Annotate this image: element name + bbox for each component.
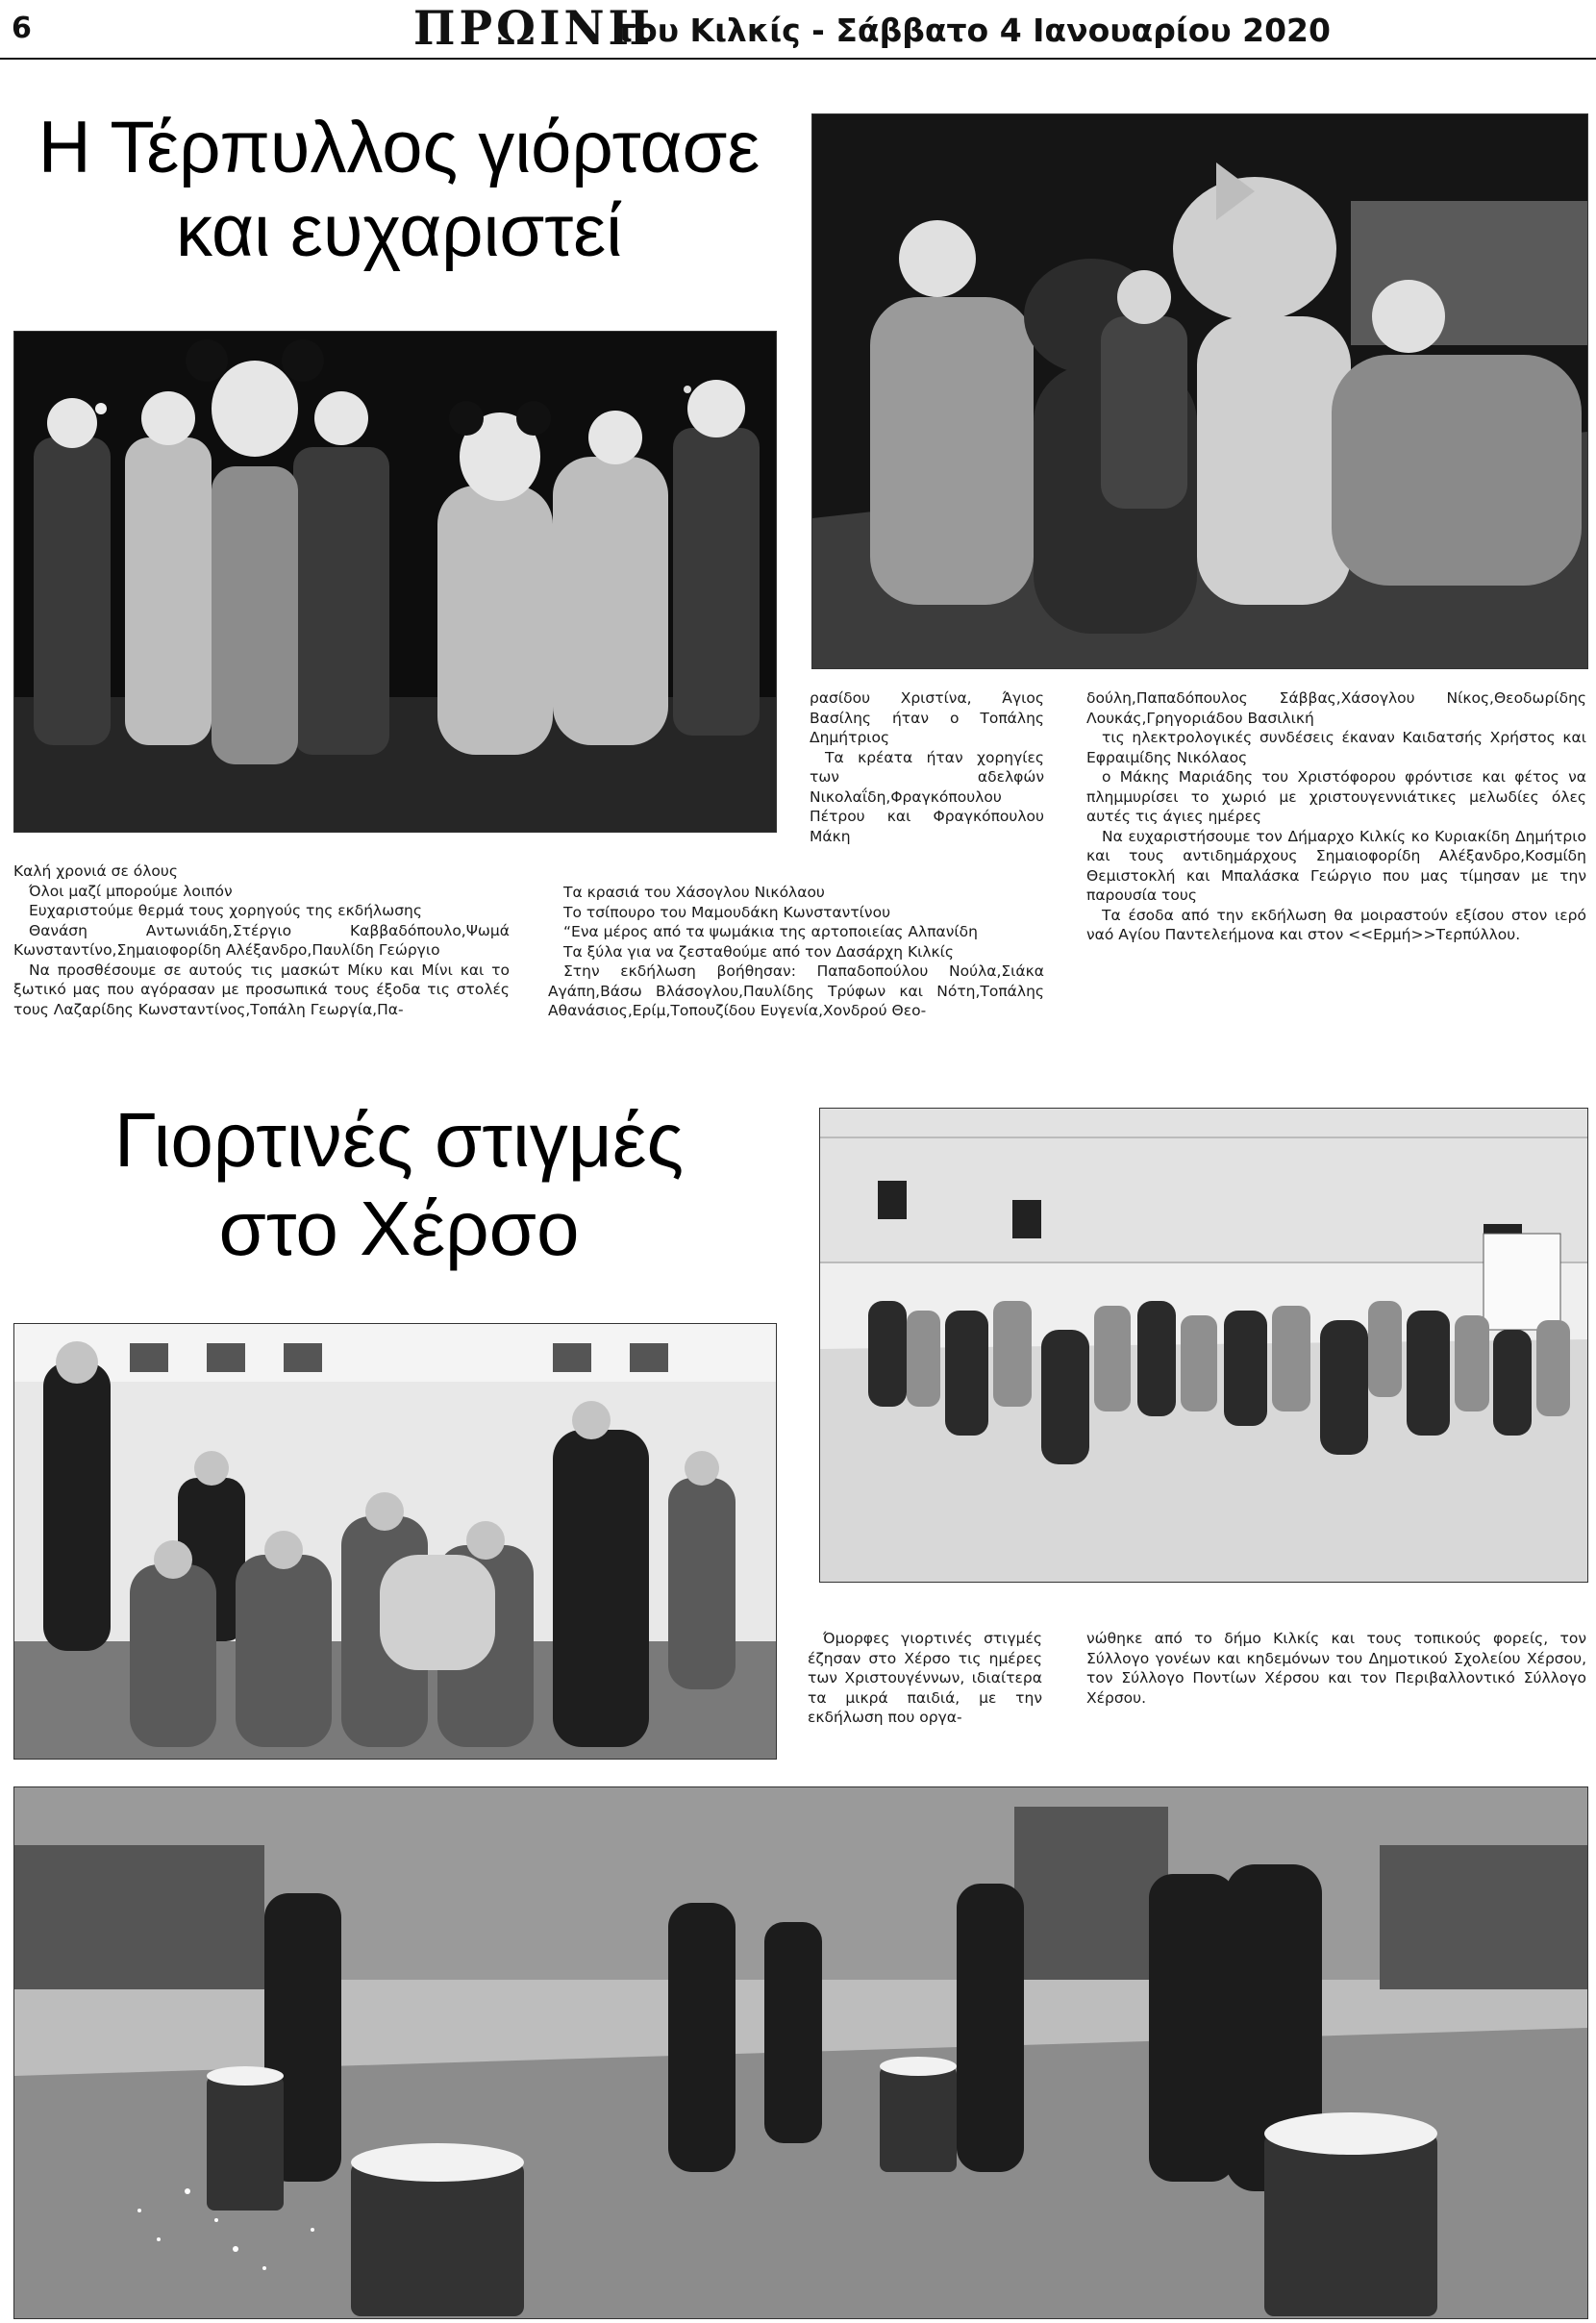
fire-barrels-image (14, 1787, 1587, 2318)
article2-headline (19, 1096, 779, 1273)
paragraph: Τα κρέατα ήταν χορηγίες των αδελφών Νικολαΐδη,Φραγκόπουλου Πέτρου και Φραγκόπουλου Μάκη (810, 748, 1044, 845)
paragraph: Τα ξύλα για να ζεσταθούμε από τον Δασάρχη Κιλκίς (563, 942, 955, 961)
article2-column1 (808, 1629, 1042, 1728)
issue-date: του Κιλκίς - Σάββατο 4 Ιανουαρίου 2020 (615, 12, 1331, 49)
article1-column2-top (810, 688, 1044, 846)
photo-children-hall (13, 1323, 777, 1760)
paragraph: Να προσθέσουμε σε αυτούς τις μασκώτ Μίκυ και Μίνι και το ξωτικό μας που αγόρασαν με προσωπικά τους έξοδα τις στολές τους Λαζαρίδης Κωνσταντίνος,Τοπάλη Γεωργία,Πα- (13, 961, 510, 1018)
paragraph: νώθηκε από το δήμο Κιλκίς και τους τοπικούς φορείς, τον Σύλλογο γονέων και κηδεμόνων του Δημοτικού Σχολείου Χέρσου, τον Σύλλογο Ποντίων Χέρσου και τον Περιβαλλοντικό Σύλλογο Χέρσου. (1086, 1630, 1586, 1707)
children-hall-image (14, 1324, 776, 1759)
paragraph: Στην εκδήλωση βοήθησαν: Παπαδοπούλου Νούλα,Σιάκα Αγάπη,Βάσω Βλάσογλου,Παυλίδης Τρύφων και Νότη,Τοπάλης Αθανάσιος,Ερίμ,Τοπουζίδου Ευγενία,Χονδρού Θεο- (548, 962, 1044, 1019)
page-number: 6 (12, 12, 32, 45)
paragraph: “Ενα μέρος από τα ψωμάκια της αρτοποιείας Αλπανίδη (563, 923, 978, 940)
photo-group-portrait (13, 331, 777, 833)
photo-mascots-child (811, 113, 1588, 669)
headline-line: Η Τέρπυλλος γιόρτασε (37, 107, 761, 188)
photo-dance-hall (819, 1108, 1588, 1583)
newspaper-name: ΠΡΩΙΝΗ (413, 0, 655, 56)
group-portrait-image (14, 332, 776, 832)
paragraph: Να ευχαριστήσουμε τον Δήμαρχο Κιλκίς κο Κυριακίδη Δημήτριο και τους αντιδημάρχους Σημαιοφορίδη Αλέξανδρο,Κοσμίδη Θεμιστοκλή και Μπαλάσκα Γεώργιο που μας τίμησαν με την παρουσία τους (1086, 827, 1586, 904)
mascots-child-image (812, 114, 1587, 668)
headline-line: στο Χέρσο (218, 1186, 580, 1271)
paragraph: Τα κρασιά του Χάσογλου Νικόλαου (563, 884, 825, 901)
article2-column2 (1086, 1629, 1586, 1708)
photo-fire-barrels (13, 1786, 1588, 2319)
paragraph: Όλοι μαζί μπορούμε λοιπόν (29, 882, 233, 900)
paragraph: Όμορφες γιορτινές στιγμές έζησαν στο Χέρσο τις ημέρες των Χριστουγέννων, ιδιαίτερα τα μικρά παιδιά, με την εκδήλωση που οργα- (808, 1630, 1042, 1726)
paragraph: Ευχαριστούμε θερμά τους χορηγούς της εκδήλωσης (29, 902, 422, 919)
paragraph: Το τσίπουρο του Μαμουδάκη Κωνσταντίνου (563, 903, 891, 921)
paragraph: δούλη,Παπαδόπουλος Σάββας,Χάσογλου Νίκος,Θεοδωρίδης Λουκάς,Γρηγοριάδου Βασιλική (1086, 689, 1586, 727)
paragraph: Θανάση Αντωνιάδη,Στέργιο Καββαδόπουλο,Ψωμά Κωνσταντίνο,Σημαιοφορίδη Αλέξανδρο,Παυλίδη Γεώργιο (13, 921, 510, 959)
paragraph: τις ηλεκτρολογικές συνδέσεις έκαναν Καιδατσής Χρήστος και Εφραιμίδης Νικόλαος (1086, 729, 1586, 766)
paragraph: Τα έσοδα από την εκδήλωση θα μοιραστούν εξίσου στον ιερό ναό Αγίου Παντελεήμονα και στον <<Ερμή>>Τερπύλλου. (1086, 906, 1586, 943)
masthead-rule (0, 58, 1596, 60)
article1-column1 (13, 862, 510, 1019)
article1-column3 (1086, 688, 1586, 945)
paragraph: ο Μάκης Μαριάδης του Χριστόφορου φρόντισε και φέτος να πλημμυρίσει το χωριό με χριστουγεννιάτικες μελωδίες όλες αυτές τις άγιες ημέρες (1086, 768, 1586, 825)
dance-hall-image (820, 1109, 1587, 1582)
paragraph: ρασίδου Χριστίνα, Άγιος Βασίλης ήταν ο Τοπάλης Δημήτριος (810, 689, 1044, 746)
article1-headline (19, 106, 779, 274)
headline-line: και ευχαριστεί (175, 190, 623, 273)
paragraph: Καλή χρονιά σε όλους (13, 862, 178, 880)
headline-line: Γιορτινές στιγμές (113, 1097, 685, 1183)
article1-column2-bottom (548, 883, 1044, 1021)
